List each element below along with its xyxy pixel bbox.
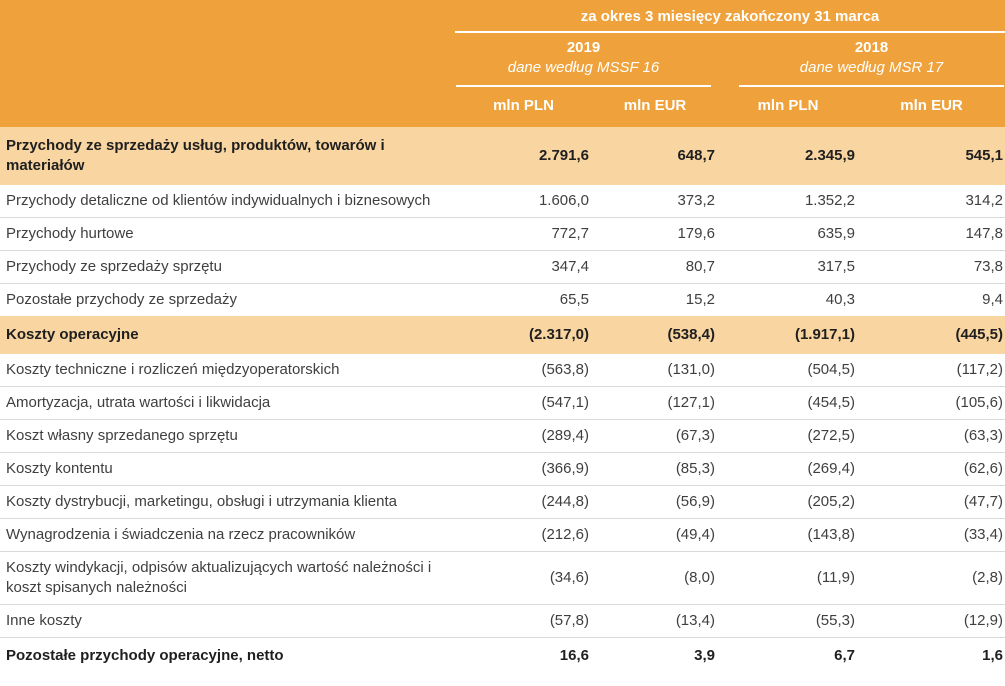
row-label: Koszt własny sprzedanego sprzętu [0,420,455,453]
row-value: 347,4 [455,251,592,284]
row-value: 2.345,9 [718,127,858,185]
row-value: 373,2 [592,185,718,218]
row-value: (127,1) [592,387,718,420]
row-value: (55,3) [718,605,858,638]
table-row [0,127,1005,185]
row-value: (563,8) [455,354,592,387]
unit-header-eur-2019: mln EUR [592,88,718,127]
row-value: 314,2 [858,185,1005,218]
row-value: 80,7 [592,251,718,284]
row-value: 147,8 [858,218,1005,251]
period-title-row [0,0,1005,32]
row-value: 73,8 [858,251,1005,284]
table-row [0,354,1005,387]
row-value: (2.317,0) [455,316,592,354]
row-value: 648,7 [592,127,718,185]
table-row [0,218,1005,251]
row-label: Pozostałe przychody operacyjne, netto [0,638,455,675]
year-group-2018-cell [718,32,1005,88]
table-body [0,127,1005,674]
row-label: Wynagrodzenia i świadczenia na rzecz pracowników [0,519,455,552]
row-value: (2,8) [858,552,1005,605]
row-value: (1.917,1) [718,316,858,354]
row-value: (547,1) [455,387,592,420]
row-label: Koszty kontentu [0,453,455,486]
row-value: 1.606,0 [455,185,592,218]
header-blank-cell [0,88,455,127]
row-value: 1,6 [858,638,1005,675]
row-label: Przychody ze sprzedaży sprzętu [0,251,455,284]
row-value: (13,4) [592,605,718,638]
row-label: Koszty operacyjne [0,316,455,354]
row-value: 40,3 [718,284,858,317]
row-value: (34,6) [455,552,592,605]
row-value: 2.791,6 [455,127,592,185]
row-value: 9,4 [858,284,1005,317]
table-row [0,387,1005,420]
row-value: (67,3) [592,420,718,453]
unit-header-eur-2018: mln EUR [858,88,1005,127]
row-value: 772,7 [455,218,592,251]
period-title: za okres 3 miesięcy zakończony 31 marca [455,0,1005,32]
header-blank-cell [0,32,455,88]
row-value: (454,5) [718,387,858,420]
row-value: (445,5) [858,316,1005,354]
row-value: (538,4) [592,316,718,354]
row-label: Przychody hurtowe [0,218,455,251]
table-header [0,0,1005,127]
year-group-2019 [456,34,711,87]
row-value: 179,6 [592,218,718,251]
row-value: (105,6) [858,387,1005,420]
year-groups-row [0,32,1005,88]
row-value: (205,2) [718,486,858,519]
accounting-standard-label: dane według MSSF 16 [507,59,660,76]
row-value: (85,3) [592,453,718,486]
row-value: (33,4) [858,519,1005,552]
row-value: (504,5) [718,354,858,387]
row-label: Przychody detaliczne od klientów indywidualnych i biznesowych [0,185,455,218]
row-value: (12,9) [858,605,1005,638]
table-row [0,284,1005,317]
row-value: 15,2 [592,284,718,317]
row-value: (212,6) [455,519,592,552]
table-row [0,605,1005,638]
currency-units-row [0,88,1005,127]
unit-header-pln-2018: mln PLN [718,88,858,127]
unit-header-pln-2019: mln PLN [455,88,592,127]
row-value: 3,9 [592,638,718,675]
table-row [0,638,1005,675]
row-value: (272,5) [718,420,858,453]
accounting-standard-label: dane według MSR 17 [799,59,944,76]
row-label: Inne koszty [0,605,455,638]
year-group-2018 [739,34,1004,87]
row-value: (244,8) [455,486,592,519]
header-blank-cell [0,0,455,32]
table-row [0,453,1005,486]
table-row [0,420,1005,453]
row-label: Pozostałe przychody ze sprzedaży [0,284,455,317]
row-value: (57,8) [455,605,592,638]
table-row [0,316,1005,354]
row-label: Koszty dystrybucji, marketingu, obsługi i utrzymania klienta [0,486,455,519]
row-value: (56,9) [592,486,718,519]
year-label: 2018 [854,39,889,56]
row-value: (366,9) [455,453,592,486]
row-value: (62,6) [858,453,1005,486]
row-value: 635,9 [718,218,858,251]
row-label: Koszty windykacji, odpisów aktualizujących wartość należności i koszt spisanych należności [0,552,455,605]
row-value: 16,6 [455,638,592,675]
table-row [0,185,1005,218]
table-row [0,519,1005,552]
row-value: (49,4) [592,519,718,552]
table-row [0,486,1005,519]
row-label: Koszty techniczne i rozliczeń międzyoperatorskich [0,354,455,387]
row-value: (117,2) [858,354,1005,387]
row-value: 6,7 [718,638,858,675]
row-value: (63,3) [858,420,1005,453]
row-value: 317,5 [718,251,858,284]
table-row [0,552,1005,605]
row-value: (131,0) [592,354,718,387]
row-value: 1.352,2 [718,185,858,218]
row-value: (47,7) [858,486,1005,519]
row-label: Amortyzacja, utrata wartości i likwidacja [0,387,455,420]
row-value: (11,9) [718,552,858,605]
table-row [0,251,1005,284]
row-label: Przychody ze sprzedaży usług, produktów, towarów i materiałów [0,127,455,185]
row-value: (8,0) [592,552,718,605]
row-value: (289,4) [455,420,592,453]
year-group-2019-cell [455,32,718,88]
year-label: 2019 [566,39,601,56]
row-value: 65,5 [455,284,592,317]
row-value: (143,8) [718,519,858,552]
row-value: (269,4) [718,453,858,486]
row-value: 545,1 [858,127,1005,185]
